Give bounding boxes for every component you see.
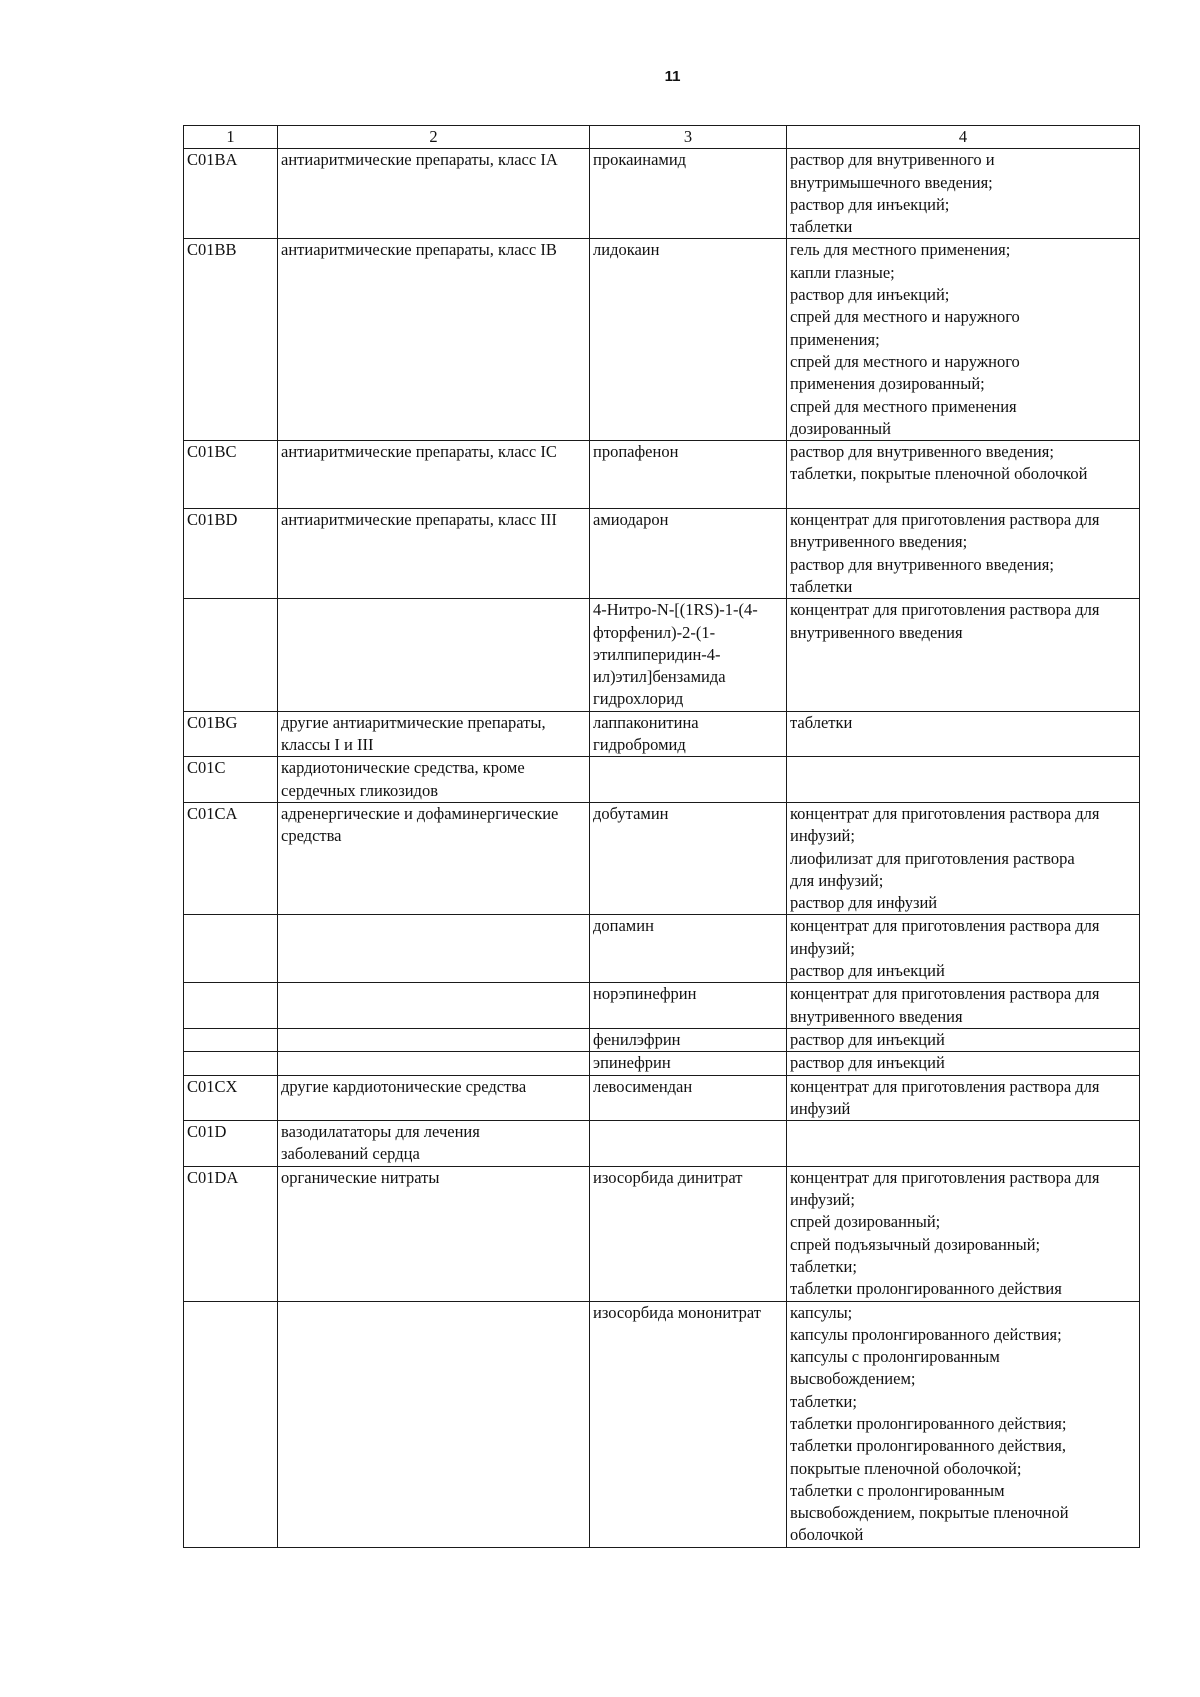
dosage-forms-cell xyxy=(787,802,1140,915)
table-row xyxy=(184,1301,1140,1547)
dosage-forms-line: гель для местного применения; xyxy=(790,240,1011,260)
dosage-forms-line: раствор для внутривенного введения; xyxy=(790,554,1054,574)
drug-name-cell xyxy=(590,509,787,599)
dosage-forms-line: концентрат для приготовления раствора для xyxy=(790,803,1100,823)
drug-name-cell xyxy=(590,239,787,441)
dosage-forms-line: концентрат для приготовления раствора для xyxy=(790,916,1100,936)
atc-code-cell xyxy=(184,599,278,712)
group-name-cell xyxy=(278,915,590,983)
table-row xyxy=(184,1166,1140,1301)
drug-name-cell xyxy=(590,983,787,1029)
group-name-cell xyxy=(278,1075,590,1121)
dosage-forms-line: высвобождением; xyxy=(790,1369,916,1389)
table-row xyxy=(184,239,1140,441)
group-name-cell xyxy=(278,1166,590,1301)
group-name-line: антиаритмические препараты, класс IA xyxy=(281,150,558,170)
dosage-forms-line: раствор для внутривенного и xyxy=(790,150,995,170)
dosage-forms-line: капсулы пролонгированного действия; xyxy=(790,1324,1062,1344)
dosage-forms-line: высвобождением, покрытые пленочной xyxy=(790,1503,1069,1523)
group-name-cell xyxy=(278,599,590,712)
drug-name-cell xyxy=(590,441,787,509)
drug-name-cell xyxy=(590,1028,787,1051)
dosage-forms-cell xyxy=(787,441,1140,509)
group-name-cell xyxy=(278,983,590,1029)
group-name-line: антиаритмические препараты, класс IB xyxy=(281,240,557,260)
dosage-forms-line: спрей дозированный; xyxy=(790,1212,941,1232)
drug-name-line: гидрохлорид xyxy=(593,689,684,709)
drug-name-line: лидокаин xyxy=(593,240,660,260)
drug-name-line: допамин xyxy=(593,916,654,936)
dosage-forms-line: покрытые пленочной оболочкой; xyxy=(790,1458,1022,1478)
group-name-cell xyxy=(278,711,590,757)
drug-name-line: эпинефрин xyxy=(593,1053,671,1073)
dosage-forms-line: таблетки пролонгированного действия xyxy=(790,1279,1062,1299)
group-name-cell xyxy=(278,1301,590,1547)
column-header-4: 4 xyxy=(787,126,1140,149)
dosage-forms-line: таблетки xyxy=(790,712,853,732)
atc-code-cell: C01BC xyxy=(184,441,278,509)
group-name-line: средства xyxy=(281,826,342,846)
dosage-forms-line: концентрат для приготовления раствора для xyxy=(790,600,1100,620)
group-name-line: органические нитраты xyxy=(281,1167,440,1187)
dosage-forms-line: раствор для внутривенного введения; xyxy=(790,442,1054,462)
group-name-line: заболеваний сердца xyxy=(281,1144,420,1164)
dosage-forms-cell xyxy=(787,149,1140,239)
drug-name-line: добутамин xyxy=(593,803,669,823)
table-row xyxy=(184,1075,1140,1121)
drug-name-cell xyxy=(590,711,787,757)
drug-name-cell xyxy=(590,1301,787,1547)
group-name-cell xyxy=(278,802,590,915)
table-row xyxy=(184,757,1140,803)
dosage-forms-line: внутривенного введения; xyxy=(790,532,968,552)
column-header-3: 3 xyxy=(590,126,787,149)
atc-code-cell: C01D xyxy=(184,1121,278,1167)
dosage-forms-line: внутривенного введения xyxy=(790,1006,963,1026)
dosage-forms-line: раствор для инъекций; xyxy=(790,194,950,214)
dosage-forms-cell xyxy=(787,915,1140,983)
atc-code-cell xyxy=(184,1301,278,1547)
group-name-cell xyxy=(278,1052,590,1075)
atc-code-cell xyxy=(184,915,278,983)
dosage-forms-line: раствор для инфузий xyxy=(790,893,938,913)
drug-name-line: пропафенон xyxy=(593,442,679,462)
group-name-cell xyxy=(278,1028,590,1051)
group-name-cell xyxy=(278,149,590,239)
dosage-forms-line: капсулы; xyxy=(790,1302,853,1322)
atc-code-cell: C01BA xyxy=(184,149,278,239)
table-body xyxy=(184,149,1140,1548)
dosage-forms-line: таблетки; xyxy=(790,1256,857,1276)
table-row xyxy=(184,441,1140,509)
group-name-line: кардиотонические средства, кроме xyxy=(281,758,525,778)
column-header-1: 1 xyxy=(184,126,278,149)
dosage-forms-line: инфузий; xyxy=(790,826,855,846)
dosage-forms-line: раствор для инъекций xyxy=(790,961,945,981)
dosage-forms-line: инфузий xyxy=(790,1098,851,1118)
table-row xyxy=(184,1121,1140,1167)
page-number: 11 xyxy=(664,68,681,85)
drug-name-cell xyxy=(590,1075,787,1121)
dosage-forms-line: инфузий; xyxy=(790,1190,855,1209)
drug-name-line: фенилэфрин xyxy=(593,1029,681,1049)
group-name-line: другие кардиотонические средства xyxy=(281,1076,527,1096)
group-name-line: другие антиаритмические препараты, xyxy=(281,712,546,732)
dosage-forms-cell xyxy=(787,983,1140,1029)
atc-code-cell: C01BB xyxy=(184,239,278,441)
group-name-line: сердечных гликозидов xyxy=(281,780,438,800)
dosage-forms-line: применения дозированный; xyxy=(790,374,985,394)
dosage-forms-cell xyxy=(787,1028,1140,1051)
dosage-forms-line: концентрат для приготовления раствора для xyxy=(790,1076,1100,1096)
drug-classification-table xyxy=(183,125,1140,1548)
atc-code-cell: C01BD xyxy=(184,509,278,599)
table-row xyxy=(184,915,1140,983)
dosage-forms-line: спрей подъязычный дозированный; xyxy=(790,1234,1041,1254)
atc-code-cell: C01CA xyxy=(184,802,278,915)
atc-code-cell xyxy=(184,983,278,1029)
dosage-forms-cell xyxy=(787,1121,1140,1167)
drug-name-cell xyxy=(590,599,787,712)
drug-name-line: прокаинамид xyxy=(593,150,687,170)
drug-name-cell xyxy=(590,1052,787,1075)
group-name-cell xyxy=(278,239,590,441)
drug-name-line: изосорбида мононитрат xyxy=(593,1302,762,1322)
dosage-forms-line: применения; xyxy=(790,329,880,349)
group-name-line: адренергические и дофаминергические xyxy=(281,803,559,823)
drug-name-line: амиодарон xyxy=(593,510,669,530)
group-name-line: антиаритмические препараты, класс III xyxy=(281,510,557,530)
dosage-forms-line: таблетки пролонгированного действия; xyxy=(790,1413,1067,1433)
dosage-forms-line: спрей для местного применения xyxy=(790,396,1017,416)
dosage-forms-line: капсулы с пролонгированным xyxy=(790,1347,1000,1367)
drug-name-line: этилпиперидин-4- xyxy=(593,644,721,664)
drug-name-line: изосорбида динитрат xyxy=(593,1167,743,1187)
drug-name-line: лаппаконитина xyxy=(593,712,699,732)
drug-name-cell xyxy=(590,149,787,239)
dosage-forms-cell xyxy=(787,1075,1140,1121)
dosage-forms-line: для инфузий; xyxy=(790,870,884,890)
dosage-forms-cell xyxy=(787,239,1140,441)
dosage-forms-line: таблетки xyxy=(790,217,853,237)
atc-code-cell: C01BG xyxy=(184,711,278,757)
table-row xyxy=(184,983,1140,1029)
column-header-2: 2 xyxy=(278,126,590,149)
dosage-forms-line: таблетки; xyxy=(790,1391,857,1411)
atc-code-cell xyxy=(184,1028,278,1051)
atc-code-cell: C01C xyxy=(184,757,278,803)
dosage-forms-cell xyxy=(787,711,1140,757)
dosage-forms-cell xyxy=(787,757,1140,803)
dosage-forms-line: концентрат для приготовления раствора для xyxy=(790,1167,1100,1187)
drug-name-line: гидробромид xyxy=(593,735,686,755)
drug-name-line: левосимендан xyxy=(593,1076,693,1096)
table-row xyxy=(184,149,1140,239)
table-header-row xyxy=(184,126,1140,149)
dosage-forms-line: концентрат для приготовления раствора для xyxy=(790,984,1100,1004)
group-name-line: вазодилататоры для лечения xyxy=(281,1122,480,1142)
dosage-forms-line: оболочкой xyxy=(790,1525,864,1545)
atc-code-cell: C01DA xyxy=(184,1166,278,1301)
drug-name-cell xyxy=(590,757,787,803)
dosage-forms-cell xyxy=(787,599,1140,712)
dosage-forms-line: капли глазные; xyxy=(790,262,895,282)
dosage-forms-line: таблетки с пролонгированным xyxy=(790,1480,1005,1500)
drug-name-cell xyxy=(590,915,787,983)
table-row xyxy=(184,1028,1140,1051)
dosage-forms-line: спрей для местного и наружного xyxy=(790,351,1020,371)
dosage-forms-line: таблетки, покрытые пленочной оболочкой xyxy=(790,464,1088,484)
atc-code-cell xyxy=(184,1052,278,1075)
dosage-forms-cell xyxy=(787,1052,1140,1075)
table-row xyxy=(184,711,1140,757)
dosage-forms-line: внутримышечного введения; xyxy=(790,172,993,192)
dosage-forms-line: таблетки xyxy=(790,576,853,596)
drug-name-line: фторфенил)-2-(1- xyxy=(593,622,716,642)
table-row xyxy=(184,509,1140,599)
table-row xyxy=(184,802,1140,915)
dosage-forms-line: раствор для инъекций; xyxy=(790,285,950,305)
drug-name-cell xyxy=(590,802,787,915)
dosage-forms-line: дозированный xyxy=(790,418,891,438)
dosage-forms-line: внутривенного введения xyxy=(790,622,963,642)
drug-name-line: 4-Нитро-N-[(1RS)-1-(4- xyxy=(593,600,758,620)
group-name-cell xyxy=(278,509,590,599)
dosage-forms-line: раствор для инъекций xyxy=(790,1029,945,1049)
dosage-forms-cell xyxy=(787,1166,1140,1301)
group-name-line: антиаритмические препараты, класс IC xyxy=(281,442,557,462)
table-row xyxy=(184,599,1140,712)
dosage-forms-line: лиофилизат для приготовления раствора xyxy=(790,848,1075,868)
dosage-forms-cell xyxy=(787,1301,1140,1547)
group-name-cell xyxy=(278,1121,590,1167)
group-name-cell xyxy=(278,441,590,509)
group-name-line: классы I и III xyxy=(281,735,374,755)
dosage-forms-line: таблетки пролонгированного действия, xyxy=(790,1436,1066,1456)
drug-name-cell xyxy=(590,1121,787,1167)
table-row xyxy=(184,1052,1140,1075)
dosage-forms-cell xyxy=(787,509,1140,599)
atc-code-cell: C01CX xyxy=(184,1075,278,1121)
drug-name-cell xyxy=(590,1166,787,1301)
drug-name-line: ил)этил]бензамида xyxy=(593,667,726,687)
dosage-forms-line: раствор для инъекций xyxy=(790,1053,945,1073)
group-name-cell xyxy=(278,757,590,803)
dosage-forms-line: спрей для местного и наружного xyxy=(790,307,1020,327)
dosage-forms-line: концентрат для приготовления раствора для xyxy=(790,510,1100,530)
dosage-forms-line: инфузий; xyxy=(790,938,855,958)
drug-name-line: норэпинефрин xyxy=(593,984,697,1004)
